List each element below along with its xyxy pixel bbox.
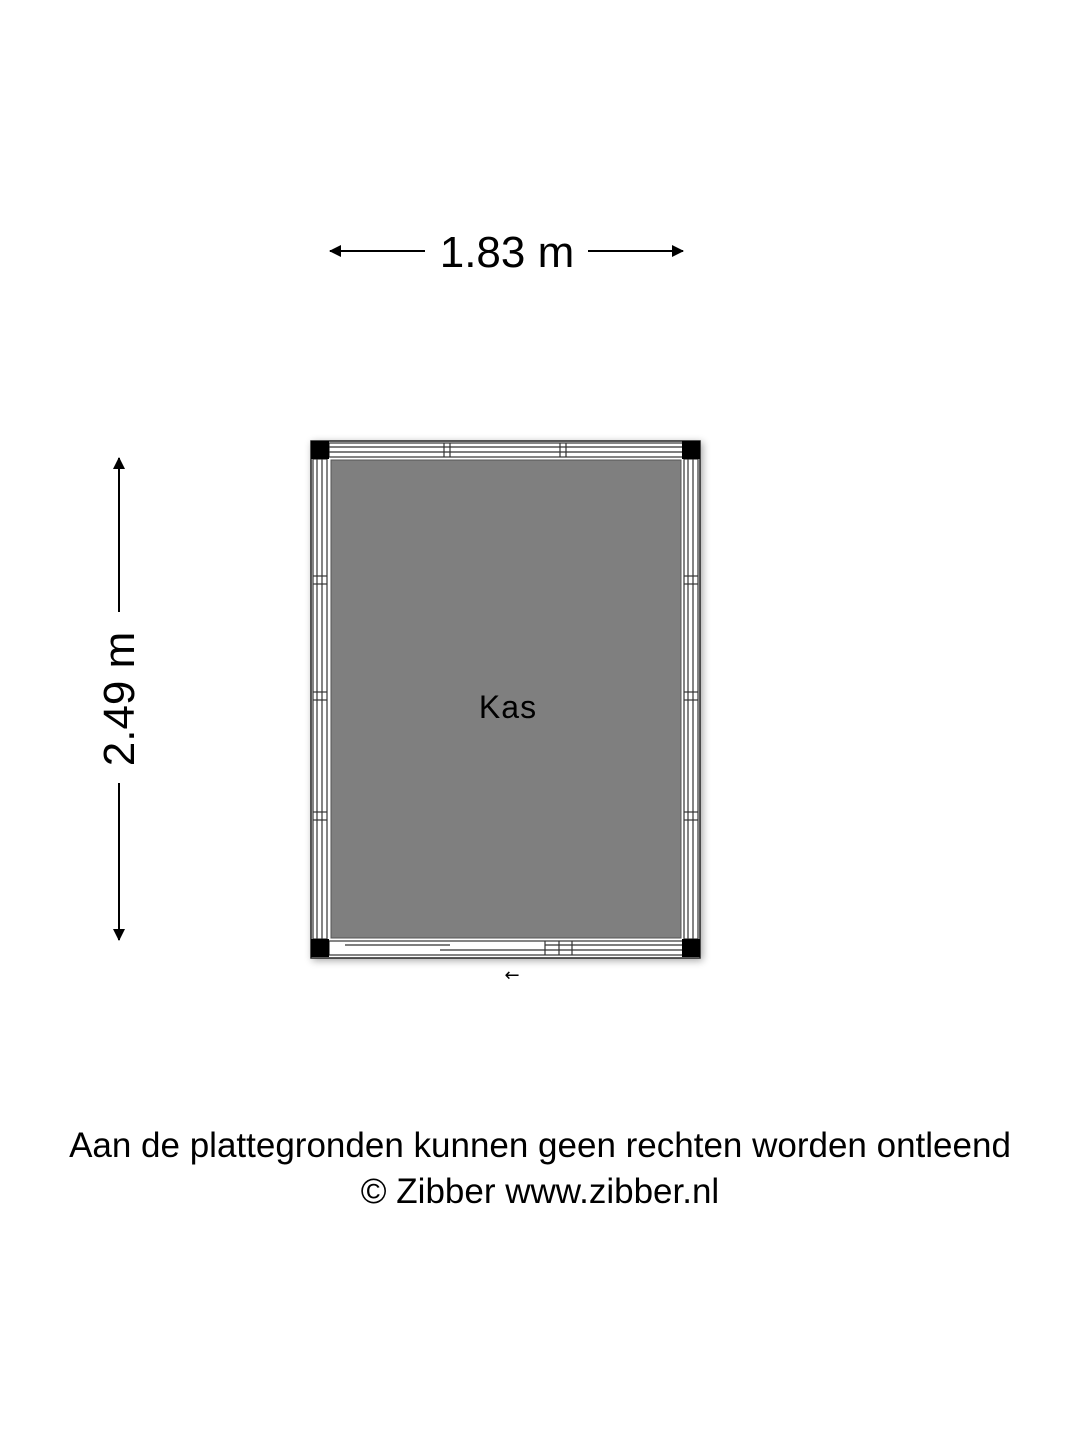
door-arrow-icon: ← [504,965,520,986]
left-wall [313,459,327,939]
width-label: 1.83 m [439,228,575,277]
corner-post [682,441,700,459]
top-wall [329,443,683,457]
disclaimer-text: Aan de plattegronden kunnen geen rechten worden ontleend [69,1126,1011,1165]
right-wall [684,459,698,939]
copyright-text: © Zibber www.zibber.nl [360,1172,720,1211]
corner-post [311,441,329,459]
bottom-wall [329,941,683,955]
corner-post [311,939,329,957]
width-dimension [330,228,683,277]
room-label: Kas [478,689,538,725]
height-label: 2.49 m [95,631,144,767]
corner-post [682,939,700,957]
height-dimension [95,458,144,940]
